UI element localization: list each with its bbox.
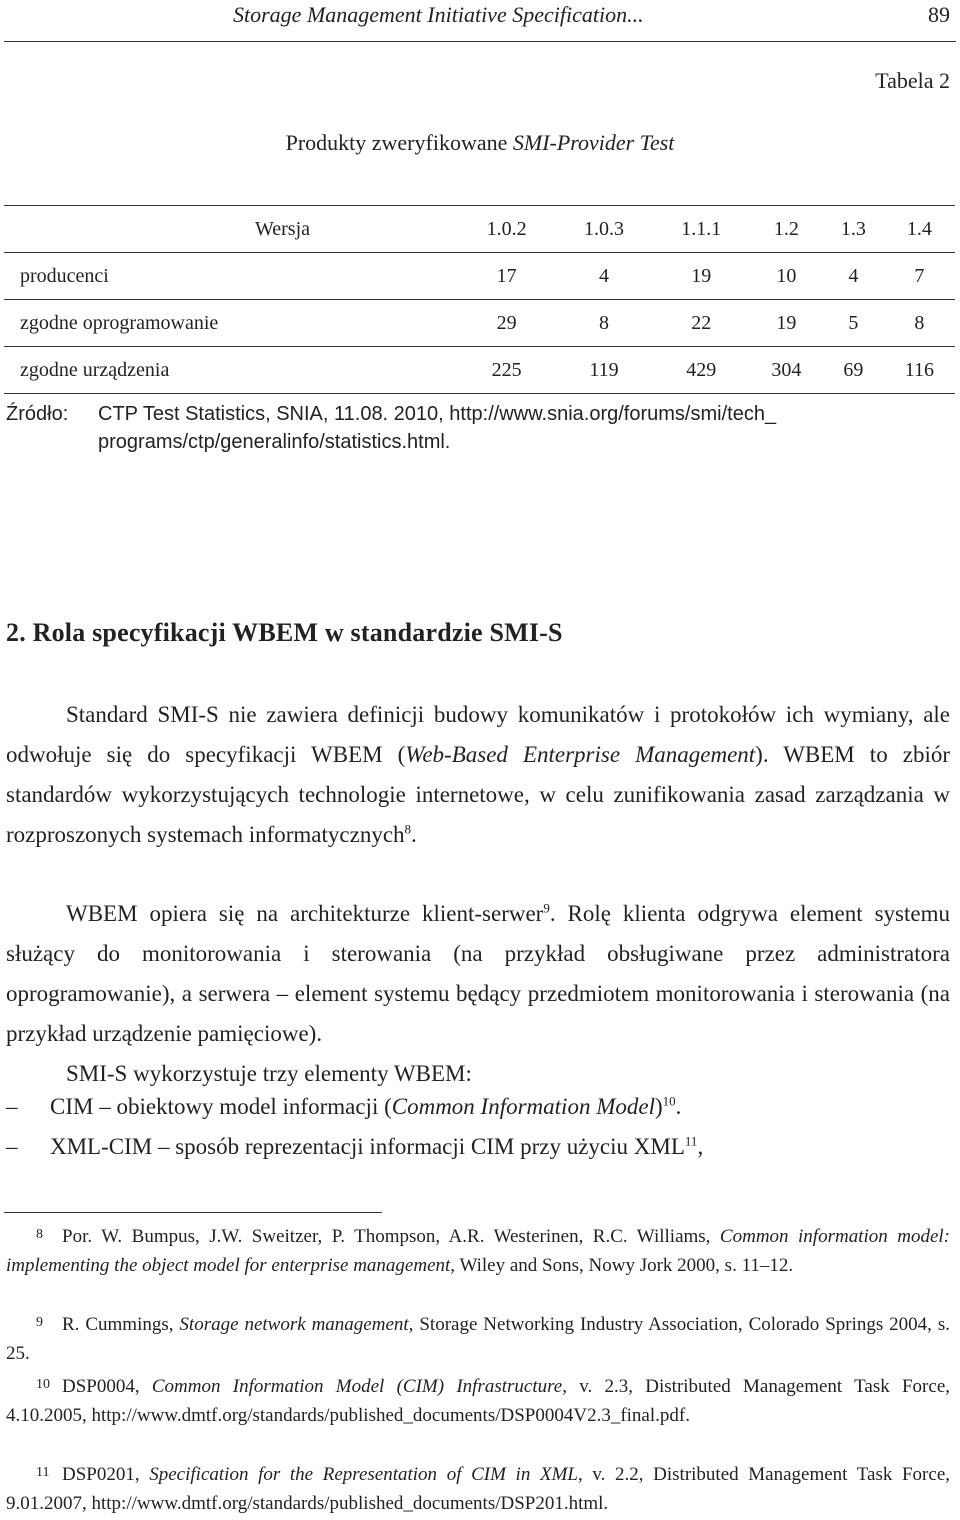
table-caption-italic: SMI-Provider Test — [512, 130, 675, 155]
footnote-number: 11 — [36, 1465, 50, 1480]
footnote-ref-8: 8 — [404, 821, 412, 837]
row-label: Wersja — [4, 206, 458, 253]
table-row — [4, 206, 955, 253]
list-dash: – — [6, 1094, 18, 1119]
footnote-italic: Common information model: implementing the object model for enterprise management — [6, 1226, 950, 1276]
p1-italic: Web-Based Enterprise Management — [405, 742, 756, 767]
source-label: Źródło: — [6, 403, 69, 425]
page-number: 89 — [928, 2, 950, 27]
p1-end: . — [411, 822, 417, 847]
table-cell: 19 — [653, 253, 750, 300]
footnote-text-a: DSP0201, — [62, 1464, 150, 1485]
paragraph-3: SMI-S wykorzystuje trzy elementy WBEM: — [66, 1061, 472, 1086]
table-cell: 7 — [884, 253, 955, 300]
footnote-italic: Common Information Model (CIM) Infrastructure — [151, 1376, 563, 1397]
table-cell: 4 — [555, 253, 652, 300]
footnote-rule — [4, 1212, 382, 1213]
p2-text-b: . Rolę klienta odgrywa element systemu służący do monitorowania i sterowania (na przykład obsługiwane przez administratora oprogramowanie), a serwera – element systemu będący przedmiotem monitorowania i sterowania (na przykład urządzenie pamięciowe). — [6, 901, 950, 1046]
p1-text-b: ). WBEM to zbiór standardów wykorzystujących technologie internetowe, w celu zunifikowania zasad zarządzania w rozproszonych systemach informatycznych — [6, 742, 950, 847]
table-cell: 69 — [823, 347, 884, 394]
footnote-text-b: , v. 2.2, Distributed Management Task Force, 9.01.2007, http://www.dmtf.org/standards/published_documents/DSP201.html. — [6, 1464, 951, 1514]
table-cell: 225 — [458, 347, 555, 394]
table-cell: 8 — [884, 300, 955, 347]
table-cell: 1.0.3 — [555, 206, 652, 253]
table-row — [4, 253, 955, 300]
table-cell: 1.1.1 — [653, 206, 750, 253]
list-item — [6, 1134, 950, 1160]
table-caption — [0, 130, 960, 156]
footnote-text-b: , Storage Networking Industry Association, Colorado Springs 2004, s. 25. — [6, 1314, 950, 1364]
table-cell: 22 — [653, 300, 750, 347]
footnote-9 — [6, 1310, 950, 1368]
row-label: zgodne oprogramowanie — [4, 300, 458, 347]
list-item — [6, 1094, 950, 1120]
products-table — [4, 205, 955, 394]
footnote-text-a: Por. W. Bumpus, J.W. Sweitzer, P. Thompson, A.R. Westerinen, R.C. Williams, — [62, 1226, 720, 1247]
footnote-text-a: DSP0004, — [62, 1376, 152, 1397]
table-cell: 4 — [823, 253, 884, 300]
footnote-11 — [6, 1460, 950, 1518]
table-row — [4, 347, 955, 394]
table-cell: 1.2 — [750, 206, 823, 253]
table-cell: 29 — [458, 300, 555, 347]
table-cell: 10 — [750, 253, 823, 300]
table-cell: 429 — [653, 347, 750, 394]
footnote-text-a: R. Cummings, — [62, 1314, 180, 1335]
footnote-italic: Storage network management — [179, 1314, 409, 1335]
table-source — [6, 400, 954, 456]
table-cell: 19 — [750, 300, 823, 347]
paragraph-2 — [6, 894, 950, 1054]
footnote-8 — [6, 1222, 950, 1280]
footnote-ref-9: 9 — [543, 900, 550, 916]
list-end: , — [697, 1134, 704, 1159]
p2-text-a: WBEM opiera się na architekturze klient-serwer — [66, 901, 544, 926]
table-cell: 8 — [555, 300, 652, 347]
table-cell: 5 — [823, 300, 884, 347]
footnote-number: 10 — [36, 1377, 50, 1392]
list-text-b: ) — [654, 1094, 663, 1119]
list-end: . — [675, 1094, 682, 1119]
footnote-number: 8 — [36, 1227, 43, 1242]
list-dash: – — [6, 1134, 18, 1159]
header-rule — [4, 41, 956, 42]
footnote-ref-10: 10 — [662, 1093, 676, 1109]
footnote-text-b: , Wiley and Sons, Nowy Jork 2000, s. 11–12. — [450, 1255, 794, 1276]
list-text-a: XML-CIM – sposób reprezentacji informacji CIM przy użyciu XML — [50, 1134, 685, 1159]
table-cell: 119 — [555, 347, 652, 394]
paragraph-1 — [6, 695, 950, 855]
row-label: producenci — [4, 253, 458, 300]
footnote-10 — [6, 1372, 950, 1430]
footnote-italic: Specification for the Representation of CIM in XML — [149, 1464, 578, 1485]
table-cell: 304 — [750, 347, 823, 394]
footnote-text-b: , v. 2.3, Distributed Management Task Force, 4.10.2005, http://www.dmtf.org/standards/published_documents/DSP0004V2.3_final.pdf. — [6, 1376, 950, 1426]
table-cell: 17 — [458, 253, 555, 300]
table-cell: 1.4 — [884, 206, 955, 253]
table-cell: 1.0.2 — [458, 206, 555, 253]
table-caption-plain: Produkty zweryfikowane — [285, 130, 513, 155]
list-italic: Common Information Model — [391, 1094, 655, 1119]
table-row — [4, 300, 955, 347]
table-cell: 1.3 — [823, 206, 884, 253]
source-text-line1: CTP Test Statistics, SNIA, 11.08. 2010, http://www.snia.org/forums/smi/tech_ — [98, 403, 777, 425]
footnote-ref-11: 11 — [684, 1133, 698, 1149]
table-number: Tabela 2 — [875, 68, 950, 93]
table-cell: 116 — [884, 347, 955, 394]
footnote-number: 9 — [36, 1315, 43, 1330]
row-label: zgodne urządzenia — [4, 347, 458, 394]
source-text-line2: programs/ctp/generalinfo/statistics.html. — [98, 431, 451, 453]
running-header — [0, 0, 960, 42]
section-heading: 2. Rola specyfikacji WBEM w standardzie SMI-S — [6, 618, 563, 647]
p1-text-a: Standard SMI-S nie zawiera definicji budowy komunikatów i protokołów ich wymiany, ale odwołuje się do specyfikacji WBEM ( — [6, 702, 950, 767]
running-title: Storage Management Initiative Specification... — [233, 2, 644, 27]
list-text-a: CIM – obiektowy model informacji ( — [50, 1094, 392, 1119]
